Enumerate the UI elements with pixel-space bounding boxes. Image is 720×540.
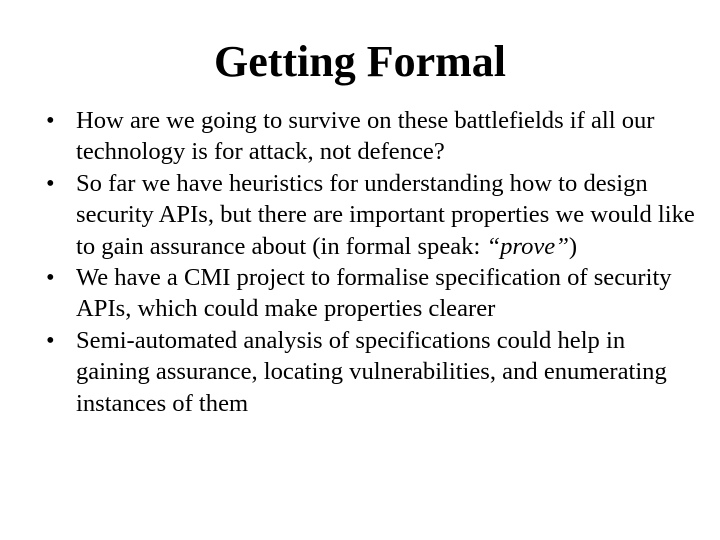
bullet-text: We have a CMI project to formalise specification of security APIs, which could make properties clearer bbox=[76, 264, 672, 323]
bullet-text-before: So far we have heuristics for understanding how to design security APIs, but there are important properties we would like to gain assurance about (in formal speak: bbox=[76, 169, 695, 260]
bullet-text: How are we going to survive on these battlefields if all our technology is for attack, not defence? bbox=[76, 107, 655, 166]
bullet-item bbox=[46, 262, 696, 325]
bullet-item bbox=[46, 168, 696, 262]
slide-title: Getting Formal bbox=[213, 37, 507, 86]
bullet-marker: • bbox=[46, 326, 55, 354]
bullet-emphasis: “prove” bbox=[486, 232, 569, 260]
bullet-text bbox=[76, 168, 696, 262]
bullet-item bbox=[46, 325, 696, 419]
bullet-text-after: ) bbox=[568, 232, 578, 260]
bullet-item bbox=[46, 105, 696, 168]
bullet-marker: • bbox=[46, 107, 55, 134]
bullet-list bbox=[46, 105, 696, 419]
bullet-marker: • bbox=[46, 169, 55, 197]
bullet-marker: • bbox=[46, 264, 55, 292]
bullet-text: Semi-automated analysis of specifications could help in gaining assurance, locating vulnerabilities, and enumerating instances of them bbox=[76, 326, 667, 417]
